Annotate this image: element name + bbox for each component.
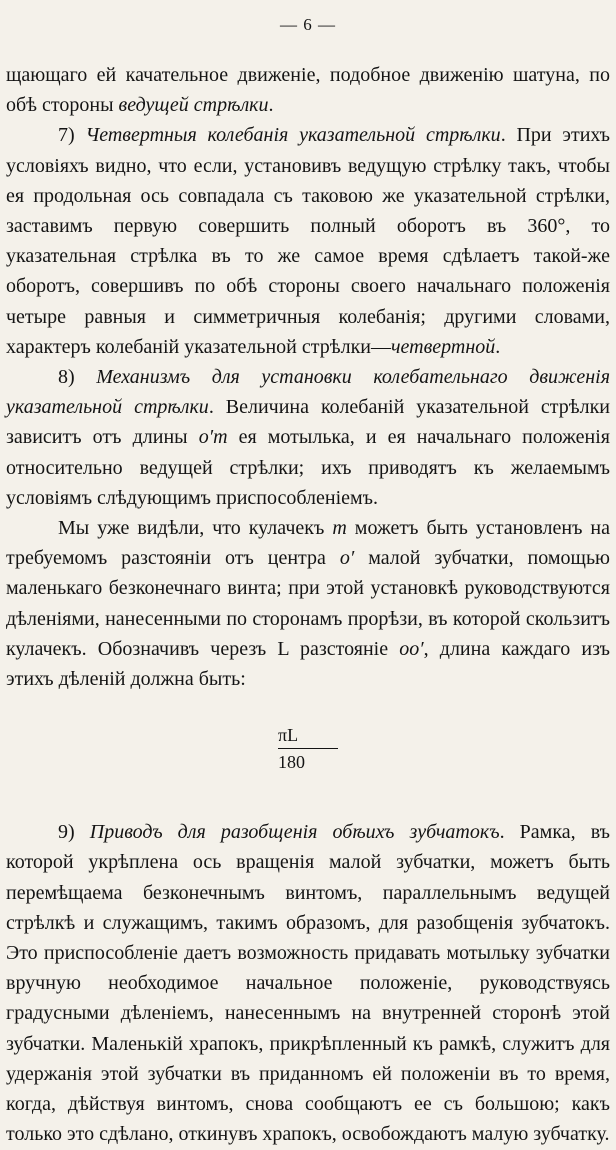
section-number: 9) [58,821,90,844]
paragraph-text: . Рамка, въ которой укрѣплена ось вращенія малой зубчатки, можетъ быть перемѣщаема безконечнымъ винтомъ, параллельнымъ ведущей стрѣлкѣ и служащимъ, такимъ образомъ, для разобщенія зубчатокъ. Это приспособленіе даетъ возможность придавать мотыльку зубчатки вручную необходимое начальное положеніе, руководствуясь градусными дѣленіемъ, нанесеннымъ на внутренней сторонѣ этой зубчатки. Маленькій храпокъ, прикрѣпленный къ рамкѣ, служитъ для удержанія этой зубчатки въ приданномъ ей положеніи въ то время, когда, дѣйствуя винтомъ, снова сообщаютъ ее съ большою; какъ только это сдѣлано, откинувъ храпокъ, освобождаютъ малую зубчатку. [6,821,610,1146]
paragraph-text: малой зубчатки, помощью маленькаго безконечнаго винта; при этой установкѣ руководствуются дѣленіями, нанесенными по сторонамъ прорѣзи, въ которой скользитъ кулачекъ. Обозначивъ черезъ L разстояніе [6,547,610,660]
paragraph-text: . Величина колебаній указательной стрѣлки зависитъ отъ длины [6,396,610,449]
math-variable: oo′ [399,637,424,660]
paragraph-text: можетъ быть установленъ на требуемомъ разстояніи отъ центра [6,517,610,570]
math-variable: m [332,517,347,540]
math-variable: o′ [339,547,355,570]
section-number: 8) [58,366,97,389]
formula-denominator: 180 [278,752,305,773]
section-number: 7) [58,124,86,147]
section-title: Четвертныя колебанія указательной стрѣлки [85,124,501,147]
paragraph-section-8 [6,362,610,513]
paragraph-text: . При этихъ условіяхъ видно, что если, установивъ ведущую стрѣлку такъ, чтобы ея продольная ось совпадала съ таковою же указательной стрѣлки, заставимъ первую совершить полный оборотъ въ 360°, то указательная стрѣлка въ то же самое время сдѣлаетъ такой-же оборотъ, совершивъ по обѣ стороны своего начальнаго положенія четыре равныя и симметричныя колебанія; другими словами, характеръ колебаній указательной стрѣлки— [6,124,610,358]
italic-term: ведущей стрѣлки [118,94,269,117]
paragraph-end: . [268,94,274,117]
paragraph-end: . [495,335,501,358]
math-variable: o′m [198,426,228,449]
section-title: Приводъ для разобщенія обѣихъ зубчатокъ [89,821,500,844]
section-title: Механизмъ для установки колебательнаго движенія указательной стрѣлки [6,366,610,419]
paragraph-continuation [6,60,610,120]
italic-term: четвертной [391,335,496,358]
formula-numerator: πL [278,724,338,749]
paragraph-section-7 [6,120,610,362]
page-body [6,60,610,1150]
paragraph-text: щающаго ей качательное движеніе, подобное движенію шатуна, по обѣ стороны [6,64,610,117]
paragraph-text: , длина каждаго изъ этихъ дѣленій должна быть: [6,637,610,691]
paragraph-cam-setting [6,513,610,694]
paragraph-section-9 [6,817,610,1149]
page-number: — 6 — [280,15,336,34]
formula-fraction [278,724,338,773]
paragraph-text: Мы уже видѣли, что кулачекъ [58,517,333,540]
paragraph-text: ея мотылька, и ея начальнаго положенія относительно ведущей стрѣлки; ихъ приводятъ къ желаемымъ условіямъ слѣдующимъ приспособленіемъ. [6,426,610,509]
